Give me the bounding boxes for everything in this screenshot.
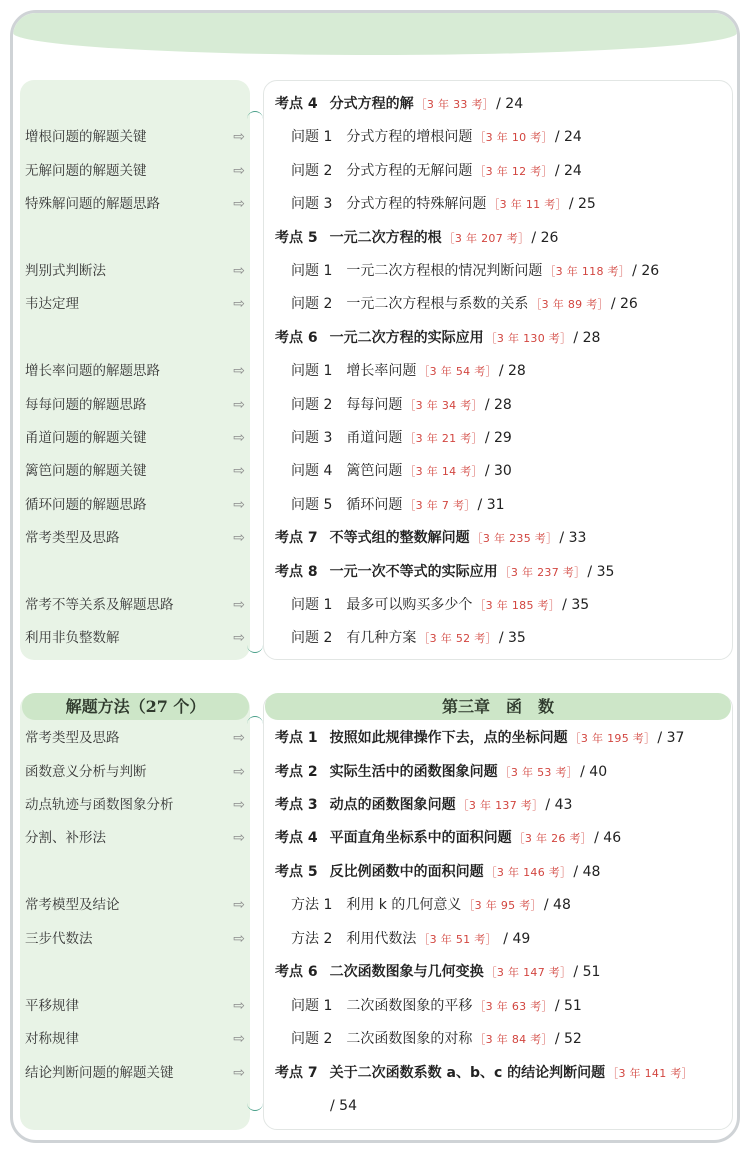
method-item[interactable]: [25, 827, 247, 849]
toc-row-title: 分式方程的无解问题: [346, 163, 473, 179]
method-item[interactable]: [25, 928, 247, 950]
toc-row-title: 有几种方案: [346, 630, 417, 646]
method-label: 利用非负整数解: [25, 630, 120, 646]
arrow-right-icon: ⇨: [233, 1065, 245, 1081]
arrow-right-icon: ⇨: [233, 764, 245, 780]
method-label: 分割、补形法: [25, 830, 106, 846]
toc-row-title: 关于二次函数系数 a、b、c 的结论判断问题: [329, 1065, 606, 1081]
toc-row-title: 增长率问题: [346, 363, 417, 379]
method-item[interactable]: [25, 1062, 247, 1084]
method-label: 三步代数法: [25, 931, 93, 947]
toc-row-title: 按照如此规律操作下去，点的坐标问题: [329, 730, 568, 746]
page-number: / 48: [573, 864, 601, 880]
toc-subtopic-row[interactable]: [287, 360, 526, 382]
method-label: 动点轨迹与函数图象分析: [25, 797, 174, 813]
method-label: 无解问题的解题关键: [25, 163, 147, 179]
toc-subtopic-row[interactable]: [287, 594, 589, 616]
page-number: / 29: [484, 430, 512, 446]
toc-row-title: 分式方程的增根问题: [346, 129, 473, 145]
toc-subtopic-row[interactable]: [287, 494, 505, 516]
toc-row-number: 问题 2: [291, 296, 333, 312]
method-item[interactable]: [25, 761, 247, 783]
toc-topic-row[interactable]: [271, 227, 558, 249]
arrow-right-icon: ⇨: [233, 998, 245, 1014]
toc-row-title: 二次函数图象的对称: [346, 1031, 473, 1047]
toc-row-number: 问题 2: [291, 630, 333, 646]
toc-row-number: 考点 4: [275, 830, 318, 846]
exam-frequency-tag: ［3 年 137 考］: [457, 799, 544, 812]
method-label: 函数意义分析与判断: [25, 764, 147, 780]
page-number: / 28: [484, 397, 512, 413]
method-label: 常考模型及结论: [25, 897, 120, 913]
top-decor-band: [13, 13, 737, 55]
toc-row-number: 考点 5: [275, 230, 318, 246]
toc-row-title: 不等式组的整数解问题: [329, 530, 470, 546]
arrow-right-icon: ⇨: [233, 630, 245, 646]
toc-row-number: 考点 8: [275, 564, 318, 580]
toc-row-number: 问题 2: [291, 163, 333, 179]
page-number: / 24: [554, 129, 582, 145]
toc-row-title: 二次函数图象与几何变换: [329, 964, 484, 980]
method-label: 每每问题的解题思路: [25, 397, 147, 413]
page-number: / 35: [498, 630, 526, 646]
methods-section-header: 解题方法（27 个）: [22, 693, 249, 720]
toc-row-title: 利用 k 的几何意义: [346, 897, 462, 913]
toc-topic-row[interactable]: [271, 561, 614, 583]
exam-frequency-tag: ［3 年 84 考］: [474, 1033, 553, 1046]
page-number: / 35: [587, 564, 615, 580]
toc-row-number: 问题 3: [291, 430, 333, 446]
exam-frequency-tag: ［3 年 53 考］: [499, 766, 579, 779]
page-number: / 31: [477, 497, 505, 513]
toc-subtopic-row[interactable]: [287, 995, 582, 1017]
toc-row-number: 问题 5: [291, 497, 333, 513]
toc-row-title: 一元一次不等式的实际应用: [329, 564, 498, 580]
arrow-right-icon: ⇨: [233, 463, 245, 479]
toc-topic-row[interactable]: [271, 1062, 695, 1084]
exam-frequency-tag: ［3 年 118 考］: [544, 265, 631, 278]
toc-topic-row[interactable]: [271, 961, 600, 983]
page-number: / 26: [632, 263, 660, 279]
chapter-header: 第三章 函 数: [265, 693, 731, 720]
toc-row-title: 一元二次方程根的情况判断问题: [346, 263, 543, 279]
arrow-right-icon: ⇨: [233, 296, 245, 312]
toc-subtopic-row[interactable]: [287, 193, 596, 215]
toc-row-number: 问题 2: [291, 397, 333, 413]
page-number: / 51: [573, 964, 601, 980]
arrow-right-icon: ⇨: [233, 730, 245, 746]
page-number: / 26: [610, 296, 638, 312]
page-number: / 30: [484, 463, 512, 479]
toc-row-number: 考点 3: [275, 797, 318, 813]
toc-topic-row[interactable]: [271, 861, 600, 883]
toc-row-title: 反比例函数中的面积问题: [329, 864, 484, 880]
toc-row-title: 平面直角坐标系中的面积问题: [329, 830, 512, 846]
toc-subtopic-row[interactable]: [287, 260, 659, 282]
toc-subtopic-row[interactable]: [287, 394, 512, 416]
toc-row-number: 问题 2: [291, 1031, 333, 1047]
page-number: / 24: [496, 96, 524, 112]
exam-frequency-tag: ［3 年 51 考］: [418, 933, 497, 946]
toc-subtopic-row[interactable]: [287, 460, 512, 482]
toc-subtopic-row[interactable]: [287, 427, 512, 449]
toc-topic-row[interactable]: [271, 827, 621, 849]
page-number: / 37: [657, 730, 685, 746]
method-label: 常考类型及思路: [25, 530, 120, 546]
method-label: 特殊解问题的解题思路: [25, 196, 160, 212]
exam-frequency-tag: ［3 年 7 考］: [404, 499, 476, 512]
method-item[interactable]: [25, 427, 247, 449]
method-item[interactable]: [25, 1028, 247, 1050]
toc-row-title: 每每问题: [346, 397, 403, 413]
method-label: 甬道问题的解题关键: [25, 430, 147, 446]
exam-frequency-tag: ［3 年 235 考］: [471, 532, 558, 545]
toc-row-title: 篱笆问题: [346, 463, 403, 479]
toc-row-number: 问题 3: [291, 196, 333, 212]
page-number: / 46: [594, 830, 622, 846]
toc-row-title: 二次函数图象的平移: [346, 998, 473, 1014]
method-item[interactable]: [25, 494, 247, 516]
arrow-right-icon: ⇨: [233, 263, 245, 279]
exam-frequency-tag: ［3 年 21 考］: [404, 432, 483, 445]
page-number: / 35: [562, 597, 590, 613]
method-item[interactable]: [25, 995, 247, 1017]
exam-frequency-tag: ［3 年 12 考］: [474, 165, 553, 178]
arrow-right-icon: ⇨: [233, 363, 245, 379]
toc-row-title: 最多可以购买多少个: [346, 597, 473, 613]
page-number: / 49: [498, 931, 531, 947]
method-item[interactable]: [25, 126, 247, 148]
toc-topic-row[interactable]: [271, 327, 600, 349]
exam-frequency-tag: ［3 年 14 考］: [404, 465, 483, 478]
toc-subtopic-row[interactable]: [287, 894, 571, 916]
toc-row-title: 一元二次方程的根: [329, 230, 442, 246]
toc-row-title: 分式方程的特殊解问题: [346, 196, 487, 212]
exam-frequency-tag: ［3 年 63 考］: [474, 1000, 553, 1013]
exam-frequency-tag: ［3 年 237 考］: [499, 566, 586, 579]
toc-topic-row[interactable]: [271, 761, 607, 783]
arrow-right-icon: ⇨: [233, 129, 245, 145]
toc-row-number: 考点 2: [275, 764, 318, 780]
arrow-right-icon: ⇨: [233, 430, 245, 446]
method-item[interactable]: [25, 794, 247, 816]
page-number: / 26: [531, 230, 559, 246]
method-item[interactable]: [25, 293, 247, 315]
method-label: 结论判断问题的解题关键: [25, 1065, 174, 1081]
page-number: / 33: [559, 530, 587, 546]
page-number: / 51: [554, 998, 582, 1014]
arrow-right-icon: ⇨: [233, 497, 245, 513]
exam-frequency-tag: ［3 年 10 考］: [474, 131, 553, 144]
page-number: / 28: [498, 363, 526, 379]
page-number: / 40: [580, 764, 608, 780]
toc-row-number: 问题 1: [291, 363, 333, 379]
page-number: / 28: [573, 330, 601, 346]
toc-row-number: 问题 1: [291, 129, 333, 145]
toc-row-title: 实际生活中的函数图象问题: [329, 764, 498, 780]
toc-row-title: 利用代数法: [346, 931, 417, 947]
exam-frequency-tag: ［3 年 185 考］: [474, 599, 561, 612]
exam-frequency-tag: ［3 年 141 考］: [607, 1067, 693, 1080]
exam-frequency-tag: ［3 年 26 考］: [513, 832, 593, 845]
method-item[interactable]: [25, 360, 247, 382]
arrow-right-icon: ⇨: [233, 163, 245, 179]
method-item[interactable]: [25, 260, 247, 282]
arrow-right-icon: ⇨: [233, 196, 245, 212]
toc-topic-row[interactable]: [271, 527, 586, 549]
method-item[interactable]: [25, 627, 247, 649]
exam-frequency-tag: ［3 年 195 考］: [569, 732, 656, 745]
toc-row-number: 问题 1: [291, 263, 333, 279]
toc-subtopic-row[interactable]: [287, 928, 530, 950]
exam-frequency-tag: ［3 年 54 考］: [418, 365, 497, 378]
page-number: / 52: [554, 1031, 582, 1047]
method-label: 常考类型及思路: [25, 730, 120, 746]
method-item[interactable]: [25, 594, 247, 616]
method-item[interactable]: [25, 894, 247, 916]
method-item[interactable]: [25, 727, 247, 749]
toc-row-number: 考点 5: [275, 864, 318, 880]
toc-row-title: 一元二次方程根与系数的关系: [346, 296, 529, 312]
toc-row-continuation: [330, 1095, 357, 1117]
exam-frequency-tag: ［3 年 52 考］: [418, 632, 497, 645]
toc-row-title: 分式方程的解: [329, 96, 414, 112]
toc-topic-row[interactable]: [271, 794, 572, 816]
arrow-right-icon: ⇨: [233, 530, 245, 546]
toc-topic-row[interactable]: [271, 727, 684, 749]
exam-frequency-tag: ［3 年 146 考］: [485, 866, 572, 879]
toc-subtopic-row[interactable]: [287, 1028, 582, 1050]
page-number: / 48: [543, 897, 571, 913]
page-number: / 25: [568, 196, 596, 212]
method-label: 对称规律: [25, 1031, 79, 1047]
arrow-right-icon: ⇨: [233, 1031, 245, 1047]
toc-row-number: 问题 1: [291, 597, 333, 613]
method-item[interactable]: [25, 394, 247, 416]
exam-frequency-tag: ［3 年 130 考］: [485, 332, 572, 345]
exam-frequency-tag: ［3 年 207 考］: [443, 232, 530, 245]
method-label: 篱笆问题的解题关键: [25, 463, 147, 479]
method-label: 韦达定理: [25, 296, 79, 312]
toc-row-title: 甬道问题: [346, 430, 403, 446]
toc-row-number: 方法 1: [291, 897, 333, 913]
page-number: / 43: [545, 797, 573, 813]
page-number: / 24: [554, 163, 582, 179]
exam-frequency-tag: ［3 年 147 考］: [485, 966, 572, 979]
toc-subtopic-row[interactable]: [287, 293, 638, 315]
arrow-right-icon: ⇨: [233, 397, 245, 413]
method-item[interactable]: [25, 193, 247, 215]
arrow-right-icon: ⇨: [233, 897, 245, 913]
toc-row-title: 一元二次方程的实际应用: [329, 330, 484, 346]
arrow-right-icon: ⇨: [233, 830, 245, 846]
toc-row-number: 考点 6: [275, 964, 318, 980]
toc-row-number: 方法 2: [291, 931, 333, 947]
toc-row-number: 考点 7: [275, 1065, 318, 1081]
toc-row-number: 考点 7: [275, 530, 318, 546]
toc-row-number: 考点 4: [275, 96, 318, 112]
arrow-right-icon: ⇨: [233, 931, 245, 947]
arrow-right-icon: ⇨: [233, 797, 245, 813]
toc-subtopic-row[interactable]: [287, 126, 582, 148]
method-label: 常考不等关系及解题思路: [25, 597, 174, 613]
toc-row-title: 循环问题: [346, 497, 403, 513]
toc-subtopic-row[interactable]: [287, 627, 526, 649]
method-label: 判别式判断法: [25, 263, 106, 279]
method-item[interactable]: [25, 160, 247, 182]
method-label: 循环问题的解题思路: [25, 497, 147, 513]
toc-row-number: 问题 1: [291, 998, 333, 1014]
toc-row-number: 考点 6: [275, 330, 318, 346]
exam-frequency-tag: ［3 年 34 考］: [404, 399, 483, 412]
arrow-right-icon: ⇨: [233, 597, 245, 613]
exam-frequency-tag: ［3 年 89 考］: [530, 298, 609, 311]
method-label: 平移规律: [25, 998, 79, 1014]
toc-row-title: 动点的函数图象问题: [329, 797, 456, 813]
method-label: 增长率问题的解题思路: [25, 363, 160, 379]
exam-frequency-tag: ［3 年 11 考］: [488, 198, 567, 211]
toc-topic-row[interactable]: [271, 93, 523, 115]
method-item[interactable]: [25, 527, 247, 549]
page-number: / 54: [330, 1098, 357, 1114]
toc-row-number: 考点 1: [275, 730, 318, 746]
method-label: 增根问题的解题关键: [25, 129, 147, 145]
toc-row-number: 问题 4: [291, 463, 333, 479]
method-item[interactable]: [25, 460, 247, 482]
exam-frequency-tag: ［3 年 33 考］: [415, 98, 495, 111]
toc-subtopic-row[interactable]: [287, 160, 582, 182]
exam-frequency-tag: ［3 年 95 考］: [463, 899, 542, 912]
